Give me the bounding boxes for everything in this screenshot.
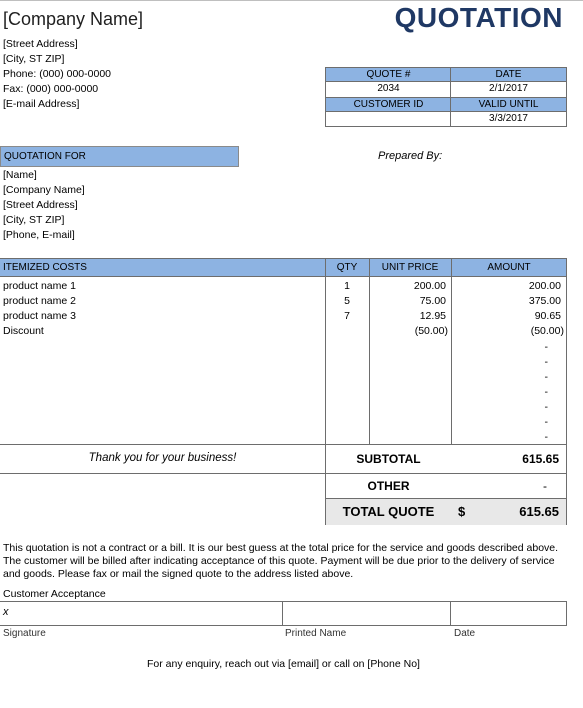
item-qty: 5 [344,295,350,307]
company-street: [Street Address] [3,38,78,50]
valid-until-value: 3/3/2017 [450,112,567,127]
customer-acceptance-label: Customer Acceptance [3,588,106,600]
item-amount: - [544,356,548,368]
date-field-label: Date [454,628,476,639]
table-row [3,324,44,339]
item-amount: - [544,386,548,398]
subtotal-label: SUBTOTAL [356,452,421,466]
item-amount: 200.00 [528,280,561,292]
client-company: [Company Name] [3,184,85,196]
item-amount: - [544,431,548,443]
total-value: 615.65 [519,504,559,519]
client-contact: [Phone, E-mail] [3,229,75,241]
item-unit-price: 75.00 [419,295,446,307]
company-email: [E-mail Address] [3,98,80,110]
top-rule [0,0,583,1]
total-currency: $ [458,504,466,519]
acceptance-divider [282,601,283,626]
date-label: DATE [450,67,567,82]
valid-until-label: VALID UNTIL [450,97,567,112]
col-header-qty: QTY [336,262,358,273]
company-fax: Fax: (000) 000-0000 [3,83,99,95]
document-title: QUOTATION [394,2,563,33]
company-city: [City, ST ZIP] [3,53,65,65]
thank-you-note: Thank you for your business! [88,452,237,464]
item-desc: product name 1 [3,280,76,292]
client-street: [Street Address] [3,199,78,211]
other-value: - [543,479,547,493]
item-amount: 375.00 [528,295,561,307]
item-desc: product name 3 [3,310,76,322]
item-unit-price: 200.00 [413,280,446,292]
prepared-by: Prepared By: [378,150,443,162]
col-divider [566,258,567,444]
printed-name-label: Printed Name [285,628,347,639]
subtotal-rule [325,473,567,474]
footer-contact: For any enquiry, reach out via [email] or call on [Phone No] [147,658,420,670]
quotation-for-label: QUOTATION FOR [4,151,86,162]
item-amount: 90.65 [534,310,561,322]
quote-number-label: QUOTE # [325,67,451,82]
table-row [3,279,76,294]
company-phone: Phone: (000) 000-0000 [3,68,111,80]
customer-id-label: CUSTOMER ID [325,97,451,112]
printed-name-field[interactable] [284,603,448,624]
item-qty: 7 [344,310,350,322]
col-header-unit-price: UNIT PRICE [381,262,439,273]
item-amount: (50.00) [530,325,564,337]
quote-number-value: 2034 [325,82,451,97]
item-unit-price: 12.95 [419,310,446,322]
date-field[interactable] [452,603,565,624]
date-value: 2/1/2017 [450,82,567,97]
quotation-for-header [0,146,239,167]
item-desc: product name 2 [3,295,76,307]
company-address-block [3,37,111,112]
other-label: OTHER [367,479,410,493]
total-label: TOTAL QUOTE [342,504,435,519]
customer-id-value [325,112,451,127]
company-name: [Company Name] [3,9,144,29]
signature-label: Signature [3,628,46,639]
disclaimer-text: This quotation is not a contract or a bill. It is our best guess at the total price for the service and goods described above. The customer will be billed after indicating acceptance of this quote. Payment will be due prior to the delivery of service and goods. Please fax or mail the signed quote to the address listed above. [3,542,559,580]
item-unit-price: (50.00) [414,325,448,337]
col-header-amount: AMOUNT [487,262,531,273]
client-city: [City, ST ZIP] [3,214,65,226]
signature-x-mark: x [3,606,9,618]
item-desc: Discount [3,325,44,337]
item-amount: - [544,416,548,428]
item-amount: - [544,371,548,383]
col-header-desc: ITEMIZED COSTS [3,262,87,273]
item-qty: 1 [344,280,350,292]
client-name: [Name] [3,169,37,181]
signature-field[interactable] [20,603,278,624]
subtotal-value: 615.65 [522,452,559,466]
item-amount: - [544,341,548,353]
quotation-for-block [3,168,85,243]
thanks-bottom-rule [0,473,326,474]
item-amount: - [544,401,548,413]
table-row [3,294,76,309]
table-row [3,309,76,324]
acceptance-divider [450,601,451,626]
